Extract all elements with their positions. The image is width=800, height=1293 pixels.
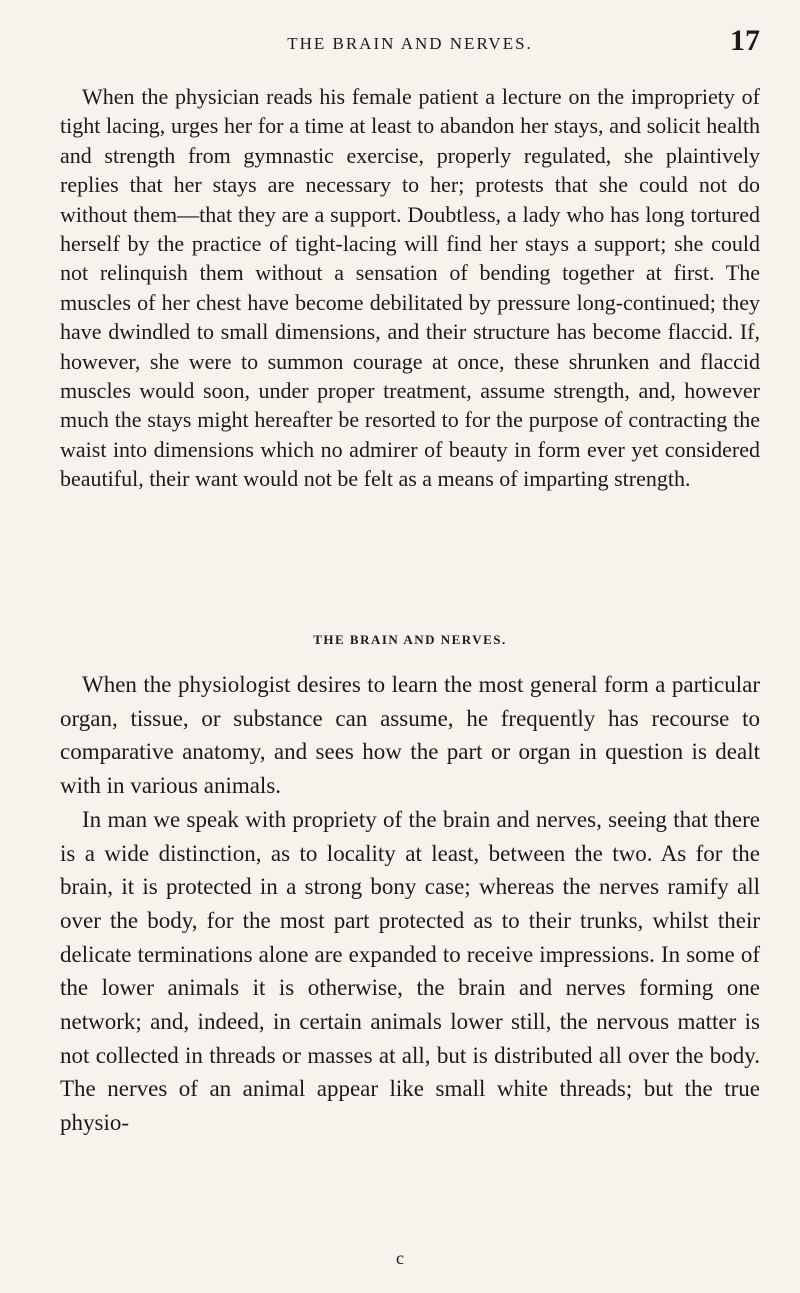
paragraph: When the physiologist desires to learn the most general form a particular organ, tissue, or substance can assume, he frequently has recourse to comparative anatomy, and sees how the part or organ in question is dealt with in various animals. xyxy=(60,672,760,799)
signature-mark: c xyxy=(396,1248,404,1268)
section-body xyxy=(60,668,760,1140)
section-heading: THE BRAIN AND NERVES. xyxy=(313,632,507,647)
page-number: 17 xyxy=(730,24,760,57)
paragraph: In man we speak with propriety of the brain and nerves, seeing that there is a wide distinction, as to locality at least, between the two. As for the brain, it is protected in a strong bony case; whereas the nerves ramify all over the body, for the most part protected as to their trunks, whilst their delicate terminations alone are expanded to receive impressions. In some of the lower animals it is otherwise, the brain and nerves forming one network; and, indeed, in certain animals lower still, the nervous matter is not collected in threads or masses at all, but is distributed all over the body. The nerves of an animal appear like small white threads; but the true physio- xyxy=(60,806,760,1136)
running-head xyxy=(60,24,760,64)
opening-text xyxy=(60,82,760,494)
running-title: THE BRAIN AND NERVES. xyxy=(287,34,533,53)
paragraph: When the physician reads his female patient a lecture on the impropriety of tight lacing, urges her for a time at least to abandon her stays, and solicit health and strength from gymnastic exercise, properly regulated, she plaintively replies that her stays are necessary to her; protests that she could not do without them—that they are a support. Doubtless, a lady who has long tortured herself by the practice of tight-lacing will find her stays a support; she could not relinquish them without a sensation of bending together at first. The muscles of her chest have become debilitated by pressure long-continued; they have dwindled to small dimensions, and their structure has become flaccid. If, however, she were to summon courage at once, these shrunken and flaccid muscles would soon, under proper treatment, assume strength, and, however much the stays might hereafter be resorted to for the purpose of contracting the waist into dimensions which no admirer of beauty in form ever yet considered beautiful, their want would not be felt as a means of imparting strength. xyxy=(60,84,760,492)
